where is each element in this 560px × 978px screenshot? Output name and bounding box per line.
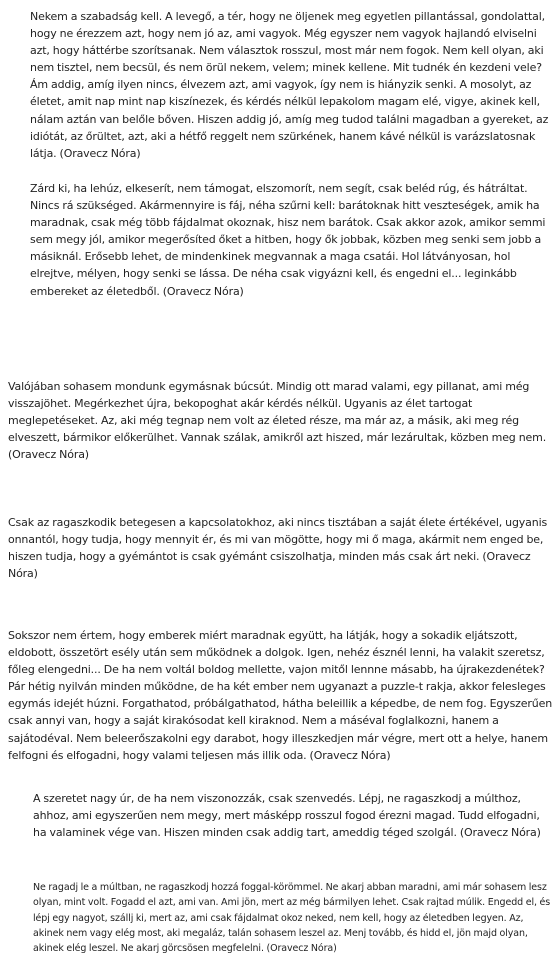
quote-paragraph-7: Ne ragadj le a múltban, ne ragaszkodj hozzá foggal-körömmel. Ne akarj abban maradni, ami már sohasem lesz olyan, mint volt. Fogadd el azt, ami van. Ami jön, mert az még bármilyen lehet. Csak rajtad múlik. Engedd el, és lépj egy nagyot, szállj ki, mert az, ami csak fájdalmat okoz neked, nem kell, hogy az életedben legyen. Az, akinek nem vagy elég most, aki megaláz, talán sohasem leszel az. Menj tovább, és hidd el, jön majd olyan, akinek elég leszel. Ne akarj görcsösen megfelelni. (Oravecz Nóra) [33, 882, 551, 955]
quote-paragraph-4: Csak az ragaszkodik betegesen a kapcsolatokhoz, aki nincs tisztában a saját élete értékével, ugyanis onnantól, hogy tudja, hogy mennyit ér, és mi van mögötte, hogy mi ő maga, akármit nem enged be, hiszen tudja, hogy a gyémántot is csak gyémánt csiszolhatja, minden más csak árt neki. (Oravecz Nóra) [8, 516, 548, 581]
quote-paragraph-5: Sokszor nem értem, hogy emberek miért maradnak együtt, ha látják, hogy a sokadik eljátszott, eldobott, összetört esély után sem működnek a dolgok. Igen, nehéz észnél lenni, ha valakit szeretsz, főleg elengedni... De ha nem voltál boldog mellette, vajon mitől lennne másabb, ha újrakezdenétek? Pár hétig nyilván minden működne, de ha két ember nem ugyanazt a puzzle-t rakja, akkor felesleges egymás idejét húzni. Forgathatod, próbálgathatod, hátha beleillik a képedbe, de nem fog. Egyszerűen csak annyi van, hogy a saját kirakósodat kell kiraknod. Nem a máséval foglalkozni, hanem a sajátodéval. Nem beleerőszakolni egy darabot, hogy illeszkedjen már végre, mert ott a helye, hanem felfogni és elfogadni, hogy valami teljesen más illik oda. (Oravecz Nóra) [8, 629, 553, 762]
quote-paragraph-2: Zárd ki, ha lehúz, elkeserít, nem támogat, elszomorít, nem segít, csak beléd rúg, és hátráltat. Nincs rá szükséged. Akármennyire is fáj, néha szűrni kell: barátoknak hitt veszteségek, amik ha maradnak, csak még több fájdalmat okoznak, hisz nem barátok. Csak akkor azok, amikor semmi sem megy jól, amikor megerősíted őket a hitben, hogy ők jobbak, közben meg senki sem jobb a másiknál. Erősebb lehet, de mindenkinek megvannak a maga csatái. Hol látványosan, hol elrejtve, mélyen, hogy senki se lássa. De néha csak vigyázni kell, és engedni el... leginkább embereket az életedből. (Oravecz Nóra) [30, 182, 546, 298]
quote-paragraph-3: Valójában sohasem mondunk egymásnak búcsút. Mindig ott marad valami, egy pillanat, ami még visszajöhet. Megérkezhet újra, bekopoghat akár kérdés nélkül. Ugyanis az élet tartogat meglepetéseket. Az, aki még tegnap nem volt az életed része, ma már az, a másik, aki meg rég elveszett, bármikor előkerülhet. Vannak szálak, amikről azt hiszed, már lezárultak, közben meg nem. (Oravecz Nóra) [8, 380, 547, 462]
quote-paragraph-1: Nekem a szabadság kell. A levegő, a tér, hogy ne öljenek meg egyetlen pillantással, gondolattal, hogy ne érezzem azt, hogy nem jó az, ami vagyok. Még egyszer nem vagyok hajlandó elviselni azt, hogy háttérbe szorítsanak. Nem választok rosszul, most már nem fogok. Nem kell olyan, aki nem tisztel, nem becsül, és nem örül nekem, velem; minek kellene. Mit tudnék én kezdeni vele? Ám addig, amíg ilyen nincs, élvezem azt, ami vagyok, így nem is hiányzik senki. A mosolyt, az életet, amit nap mint nap kiszínezek, és kérdés nélkül lepakolom magam elé, vigye, akinek kell, nálam aztán van belőle bőven. Hiszen addig jó, amíg meg tudod találni magadban a gyereket, az idiótát, az őrültet, azt, aki a hétfő reggelt nem szürkének, hanem kávé nélkül is varázslatosnak látja. (Oravecz Nóra) [30, 10, 549, 160]
quote-paragraph-6: A szeretet nagy úr, de ha nem viszonozzák, csak szenvedés. Lépj, ne ragaszkodj a múlthoz, ahhoz, ami egyszerűen nem megy, mert másképp rosszul fogod érezni magad. Tudd elfogadni, ha valaminek vége van. Hiszen minden csak addig tart, ameddig téged szolgál. (Oravecz Nóra) [33, 792, 541, 840]
